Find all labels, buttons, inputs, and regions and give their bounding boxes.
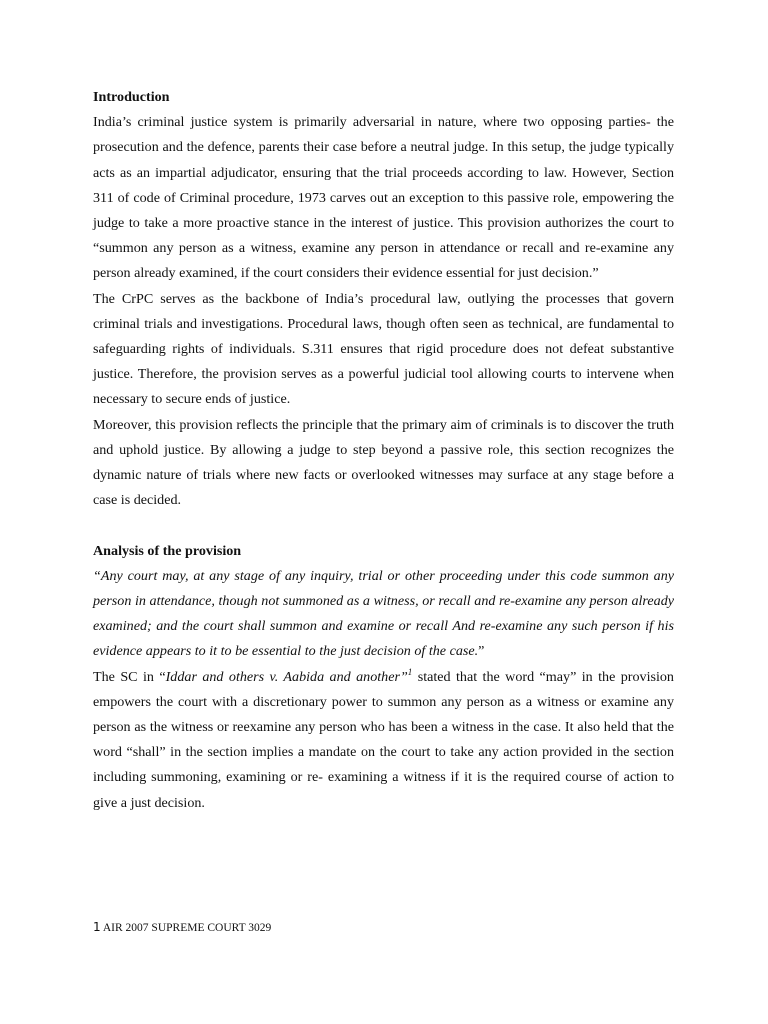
footnote <box>93 919 271 936</box>
provision-quote <box>93 564 674 665</box>
intro-paragraph-1: India’s criminal justice system is primarily adversarial in nature, where two opposing parties- the prosecution and the defence, parents their case before a neutral judge. In this setup, the judge typically acts as an impartial adjudicator, ensuring that the trial proceeds according to law. However, Section 311 of code of Criminal procedure, 1973 carves out an exception to this passive role, empowering the judge to take a more proactive stance in the interest of justice. This provision authorizes the court to “summon any person as a witness, examine any person in attendance or recall and re-examine any person already examined, if the court considers their evidence essential for just decision.” <box>93 114 674 282</box>
case-prefix: The SC in “ <box>93 668 166 685</box>
document-page <box>93 85 674 816</box>
provision-quote-text: “Any court may, at any stage of any inquiry, trial or other proceeding under this code summon any person in attendance, though not summoned as a witness, or recall and re-examine any person already examined; and the court shall summon and examine or recall And re-examine any such person if his evidence appears to it to be essential to the just decision of the case. <box>93 567 674 660</box>
footnote-number: 1 <box>93 920 101 934</box>
section-spacer <box>93 513 674 538</box>
analysis-heading: Analysis of the provision <box>93 542 242 559</box>
footnote-reference[interactable]: 1 <box>407 666 413 677</box>
footnote-text: AIR 2007 SUPREME COURT 3029 <box>100 922 272 934</box>
case-text: stated that the word “may” in the provision empowers the court with a discretionary power to summon any person as a witness or examine any person as the witness or reexamine any person who has been a witness in the case. It also held that the word “shall” in the section implies a mandate on the court to take any action provided in the section including summoning, examining or re- examining a witness if it is the required course of action to give a just decision. <box>93 668 674 811</box>
case-paragraph <box>93 665 674 816</box>
intro-paragraph-2: The CrPC serves as the backbone of India’s procedural law, outlying the processes that govern criminal trials and investigations. Procedural laws, though often seen as technical, are fundamental to safeguarding rights of individuals. S.311 ensures that rigid procedure does not defeat substantive justice. Therefore, the provision serves as a powerful judicial tool allowing courts to intervene when necessary to secure ends of justice. <box>93 290 674 408</box>
provision-quote-close: ” <box>478 643 485 660</box>
intro-paragraph-3: Moreover, this provision reflects the principle that the primary aim of criminals is to discover the truth and uphold justice. By allowing a judge to step beyond a passive role, this section recognizes the dynamic nature of trials where new facts or overlooked witnesses may surface at any stage before a case is decided. <box>93 416 674 509</box>
case-name: Iddar and others v. Aabida and another” <box>165 668 408 685</box>
introduction-heading: Introduction <box>93 89 170 105</box>
